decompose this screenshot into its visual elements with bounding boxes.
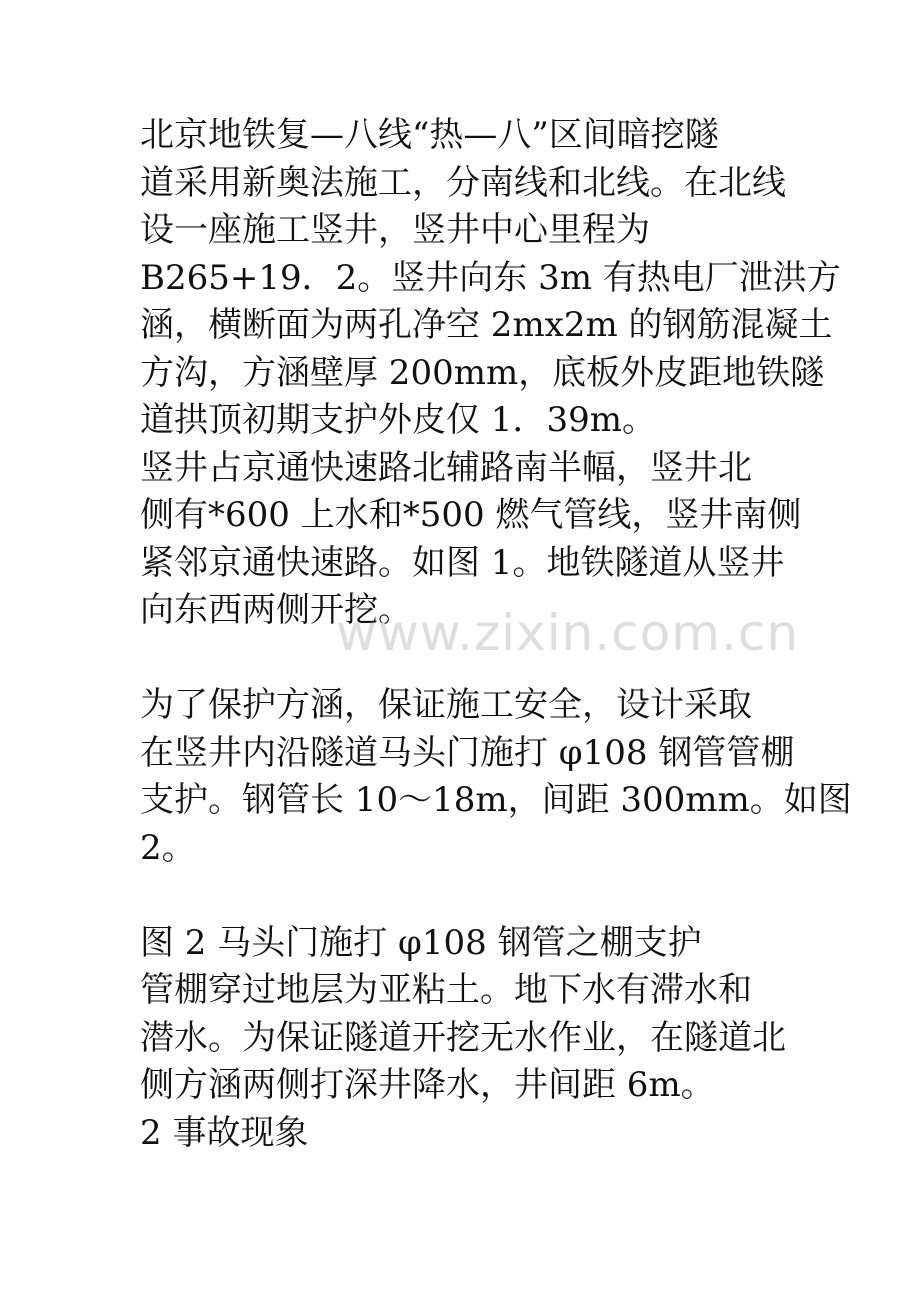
text-line: 侧方涵两侧打深井降水，井间距 6m。 [140,1065,715,1105]
figure-caption: 图 2 马头门施打 φ108 钢管之棚支护 [140,922,702,963]
text-line: 竖井占京通快速路北辅路南半幅，竖井北 [140,447,752,488]
text-line: 涵，横断面为两孔净空 2mx2m 的钢筋混凝土 [140,305,833,345]
text-line: 北京地铁复—八线“热—八”区间暗挖隧 [140,115,719,155]
section-heading: 2 事故现象 [140,1112,309,1153]
text-line: 为了保护方涵，保证施工安全，设计采取 [140,685,752,725]
text-line: 支护。钢管长 10～18m，间距 300mm。如图 [140,780,852,820]
watermark: www.zixin.com.cn [336,604,800,662]
paragraph-gap [140,872,790,920]
text-line: 潜水。为保证隧道开挖无水作业，在隧道北 [140,1017,786,1058]
text-line: 道拱顶初期支护外皮仅 1．39m。 [140,400,656,440]
text-line: 在竖井内沿隧道马头门施打 φ108 钢管管棚 [140,732,795,773]
text-line: 侧有*600 上水和*500 燃气管线，竖井南侧 [140,495,802,535]
text-line: 方沟，方涵壁厚 200mm，底板外皮距地铁隧 [140,352,825,393]
text-line: 紧邻京通快速路。如图 1。地铁隧道从竖井 [140,542,785,583]
text-line: 向东西两侧开挖。 [140,590,412,630]
text-line: 设一座施工竖井，竖井中心里程为 [140,210,650,250]
text-line: 2。 [140,827,196,868]
text-line: 道采用新奥法施工，分南线和北线。在北线 [140,162,786,203]
text-line: 管棚穿过地层为亚粘土。地下水有滞水和 [140,970,752,1010]
text-line: B265+19．2。竖井向东 3m 有热电厂泄洪方 [140,257,841,298]
